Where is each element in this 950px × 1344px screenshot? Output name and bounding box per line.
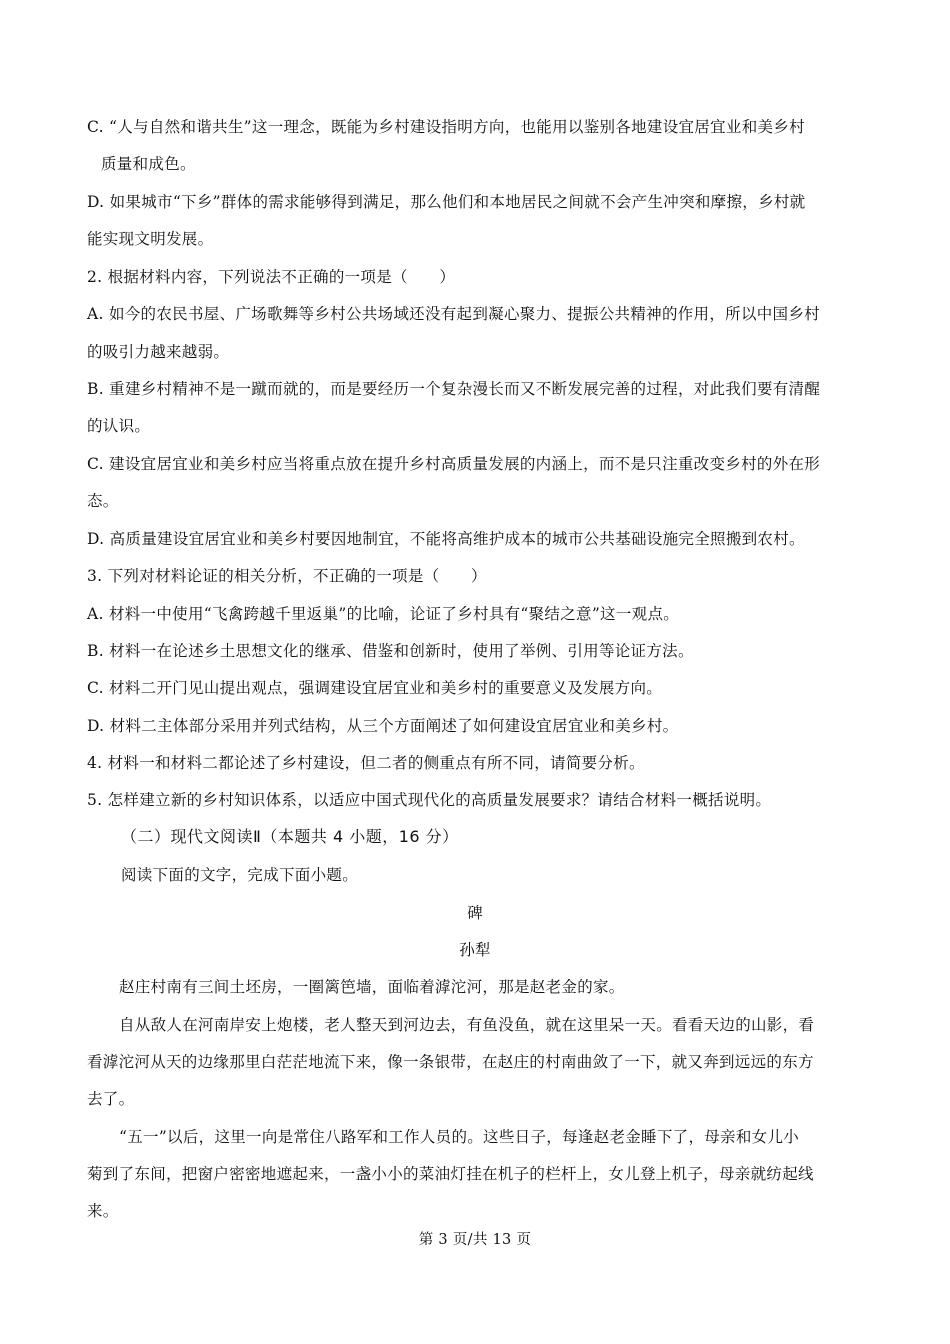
option-c-q2-line1: C. 建设宜居宜业和美乡村应当将重点放在提升乡村高质量发展的内涵上，而不是只注重改变乡村的外在形 <box>87 455 821 473</box>
question-4: 4. 材料一和材料二都论述了乡村建设，但二者的侧重点有所不同，请简要分析。 <box>87 754 645 772</box>
question-5: 5. 怎样建立新的乡村知识体系，以适应中国式现代化的高质量发展要求？请结合材料一概括说明。 <box>87 791 772 809</box>
question-3: 3. 下列对材料论证的相关分析，不正确的一项是（ ） <box>87 567 487 585</box>
option-c-q1-line2: 质量和成色。 <box>101 155 196 173</box>
option-b-q2-line2: 的认识。 <box>87 417 151 435</box>
story-title: 碑 <box>467 904 483 922</box>
story-author: 孙犁 <box>459 941 491 959</box>
option-d-q2: D. 高质量建设宜居宜业和美乡村要因地制宜，不能将高维护成本的城市公共基础设施完全照搬到农村。 <box>87 530 805 548</box>
paragraph-2-line3: 去了。 <box>87 1090 135 1108</box>
option-b-q3: B. 材料一在论述乡土思想文化的继承、借鉴和创新时，使用了举例、引用等论证方法。 <box>87 642 694 660</box>
option-d-q1-line2: 能实现文明发展。 <box>87 230 214 248</box>
option-c-q1-line1: C. “人与自然和谐共生”这一理念，既能为乡村建设指明方向，也能用以鉴别各地建设宜居宜业和美乡村 <box>87 118 805 136</box>
paragraph-1: 赵庄村南有三间土坯房，一圈篱笆墙，面临着滹沱河，那是赵老金的家。 <box>119 978 625 996</box>
reading-instruction: 阅读下面的文字，完成下面小题。 <box>121 866 359 884</box>
paragraph-3-line3: 来。 <box>87 1202 119 1220</box>
page-footer: 第 3 页/共 13 页 <box>418 1232 532 1248</box>
option-c-q3: C. 材料二开门见山提出观点，强调建设宜居宜业和美乡村的重要意义及发展方向。 <box>87 679 663 697</box>
paragraph-2-line2: 看滹沱河从天的边缘那里白茫茫地流下来，像一条银带，在赵庄的村南曲敛了一下，就又奔到远远的东方 <box>87 1053 814 1071</box>
question-2: 2. 根据材料内容，下列说法不正确的一项是（ ） <box>87 268 456 286</box>
option-a-q2-line2: 的吸引力越来越弱。 <box>87 343 230 361</box>
paragraph-3-line1: “五一”以后，这里一向是常住八路军和工作人员的。这些日子，每逢赵老金睡下了，母亲和女儿小 <box>119 1128 800 1146</box>
option-a-q3: A. 材料一中使用“飞禽跨越千里返巢”的比喻，论证了乡村具有“聚结之意”这一观点。 <box>87 605 680 623</box>
option-b-q2-line1: B. 重建乡村精神不是一蹴而就的，而是要经历一个复杂漫长而又不断发展完善的过程，对此我们要有清醒 <box>87 380 821 398</box>
paragraph-2-line1: 自从敌人在河南岸安上炮楼，老人整天到河边去，有鱼没鱼，就在这里呆一天。看看天边的山影，看 <box>119 1016 815 1034</box>
option-d-q3: D. 材料二主体部分采用并列式结构，从三个方面阐述了如何建设宜居宜业和美乡村。 <box>87 717 679 735</box>
option-d-q1-line1: D. 如果城市“下乡”群体的需求能够得到满足，那么他们和本地居民之间就不会产生冲突和摩擦，乡村就 <box>87 193 806 211</box>
paragraph-3-line2: 菊到了东间，把窗户密密地遮起来，一盏小小的菜油灯挂在机子的栏杆上，女儿登上机子，母亲就纺起线 <box>87 1165 814 1183</box>
option-c-q2-line2: 态。 <box>87 492 119 510</box>
section-heading: （二）现代文阅读Ⅱ（本题共 4 小题，16 分） <box>121 827 459 846</box>
option-a-q2-line1: A. 如今的农民书屋、广场歌舞等乡村公共场域还没有起到凝心聚力、提振公共精神的作用，所以中国乡村 <box>87 305 820 323</box>
